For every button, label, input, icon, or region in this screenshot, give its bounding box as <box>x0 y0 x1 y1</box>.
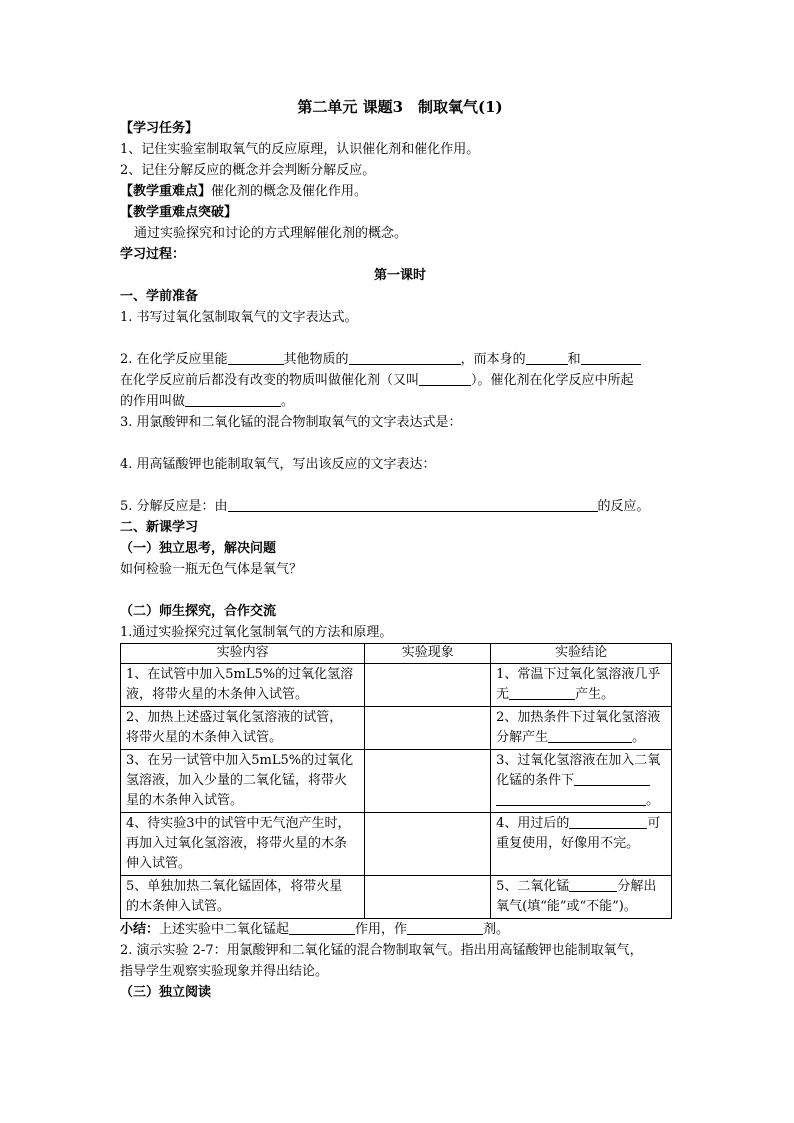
answer-blank[interactable] <box>289 920 355 935</box>
key-point-line <box>120 181 680 202</box>
experiment-table <box>120 643 672 919</box>
experiment-content: 2、加热上述盛过氧化氢溶液的试管， 将带火星的木条伸入试管。 <box>121 707 365 750</box>
question-4: 4. 用高锰酸钾也能制取氧气，写出该反应的文字表达： <box>120 457 436 472</box>
sub3-heading: （三）独立阅读 <box>120 985 212 1000</box>
page-title: 第二单元 课题3 制取氧气(1) <box>297 98 503 116</box>
table-header: 实验结论 <box>491 644 672 664</box>
answer-blank[interactable] <box>548 728 632 743</box>
question-2-line-3: 的作用叫做 。 <box>120 394 295 409</box>
conclusion-cell: 4、用过后的 可 重复使用，好像用不完。 <box>491 813 672 876</box>
prep-heading: 一、学前准备 <box>120 289 199 304</box>
answer-blank[interactable] <box>349 350 461 365</box>
question-2-line-2: 在化学反应前后都没有改变的物质叫做催化剂（又叫 ）。催化剂在化学反应中所起 <box>120 373 634 388</box>
answer-blank[interactable] <box>569 814 647 829</box>
experiment-content: 1、在试管中加入5mL5%的过氧化氢溶 液，将带火星的木条伸入试管。 <box>121 664 365 707</box>
answer-blank[interactable] <box>569 877 617 892</box>
phenomenon-cell[interactable] <box>365 664 491 707</box>
conclusion-cell: 3、过氧化氢溶液在加入二氧 化锰的条件下 。 <box>491 750 672 813</box>
phenomenon-cell[interactable] <box>365 750 491 813</box>
answer-blank[interactable] <box>509 685 575 700</box>
experiment-content: 4、待实验3中的试管中无气泡产生时， 再加入过氧化氢溶液，将带火星的木条 伸入试管。 <box>121 813 365 876</box>
demo-text-2: 指导学生观察实验现象并得出结论。 <box>120 964 329 979</box>
table-header: 实验现象 <box>365 644 491 664</box>
answer-blank[interactable] <box>574 771 650 786</box>
breakthrough-text: 通过实验探究和讨论的方式理解催化剂的概念。 <box>134 226 408 241</box>
answer-blank[interactable] <box>526 350 568 365</box>
answer-blank[interactable] <box>419 371 471 386</box>
sub1-text: 如何检验一瓶无色气体是氧气？ <box>120 562 303 577</box>
sub1-heading: （一）独立思考，解决问题 <box>120 541 277 556</box>
task-item-1: 1、记住实验室制取氧气的反应原理，认识催化剂和催化作用。 <box>120 142 480 157</box>
key-heading: 【教学重难点】 <box>120 184 212 199</box>
experiment-content: 3、在另一试管中加入5mL5%的过氧化 氢溶液，加入少量的二氧化锰，将带火 星的木条伸入试管。 <box>121 750 365 813</box>
answer-blank[interactable] <box>581 350 641 365</box>
answer-blank[interactable] <box>496 791 646 806</box>
question-3: 3. 用氯酸钾和二氧化锰的混合物制取氧气的文字表达式是： <box>120 415 462 430</box>
sub2-intro: 1.通过实验探究过氧化氢制氧气的方法和原理。 <box>120 625 393 640</box>
demo-text-1: 2. 演示实验 2-7：用氯酸钾和二氧化锰的混合物制取氧气。指出用高锰酸钾也能制取氧气， <box>120 943 643 958</box>
conclusion-cell: 5、二氧化锰 分解出 氧气(填“能”或“不能”)。 <box>491 876 672 919</box>
answer-blank[interactable] <box>228 350 284 365</box>
sub2-heading: （二）师生探究，合作交流 <box>120 604 277 619</box>
table-row <box>121 876 672 919</box>
conclusion-cell: 1、常温下过氧化氢溶液几乎 无 产生。 <box>491 664 672 707</box>
question-1: 1. 书写过氧化氢制取氧气的文字表达式。 <box>120 310 358 325</box>
table-header-row <box>121 644 672 664</box>
question-2-line-1: 2. 在化学反应里能 其他物质的 ，而本身的 和 <box>120 349 680 370</box>
question-5: 5. 分解反应是：由 的反应。 <box>120 499 650 514</box>
table-row <box>121 664 672 707</box>
answer-blank[interactable] <box>228 497 598 512</box>
summary-line: 小结：上述实验中二氧化锰起 作用，作 剂。 <box>120 922 510 937</box>
answer-blank[interactable] <box>185 392 281 407</box>
table-row <box>121 813 672 876</box>
answer-blank[interactable] <box>407 920 483 935</box>
task-heading: 【学习任务】 <box>120 121 199 136</box>
task-item-2: 2、记住分解反应的概念并会判断分解反应。 <box>120 163 376 178</box>
phenomenon-cell[interactable] <box>365 876 491 919</box>
conclusion-cell: 2、加热条件下过氧化氢溶液 分解产生 。 <box>491 707 672 750</box>
new-lesson-heading: 二、新课学习 <box>120 520 199 535</box>
table-row <box>121 707 672 750</box>
table-row <box>121 750 672 813</box>
process-label: 学习过程： <box>120 247 186 262</box>
worksheet-page <box>120 96 680 1003</box>
key-text: 催化剂的概念及催化作用。 <box>211 184 368 199</box>
phenomenon-cell[interactable] <box>365 813 491 876</box>
lesson-label: 第一课时 <box>373 268 426 283</box>
breakthrough-heading: 【教学重难点突破】 <box>120 205 238 220</box>
experiment-content: 5、单独加热二氧化锰固体，将带火星 的木条伸入试管。 <box>121 876 365 919</box>
phenomenon-cell[interactable] <box>365 707 491 750</box>
table-header: 实验内容 <box>121 644 365 664</box>
